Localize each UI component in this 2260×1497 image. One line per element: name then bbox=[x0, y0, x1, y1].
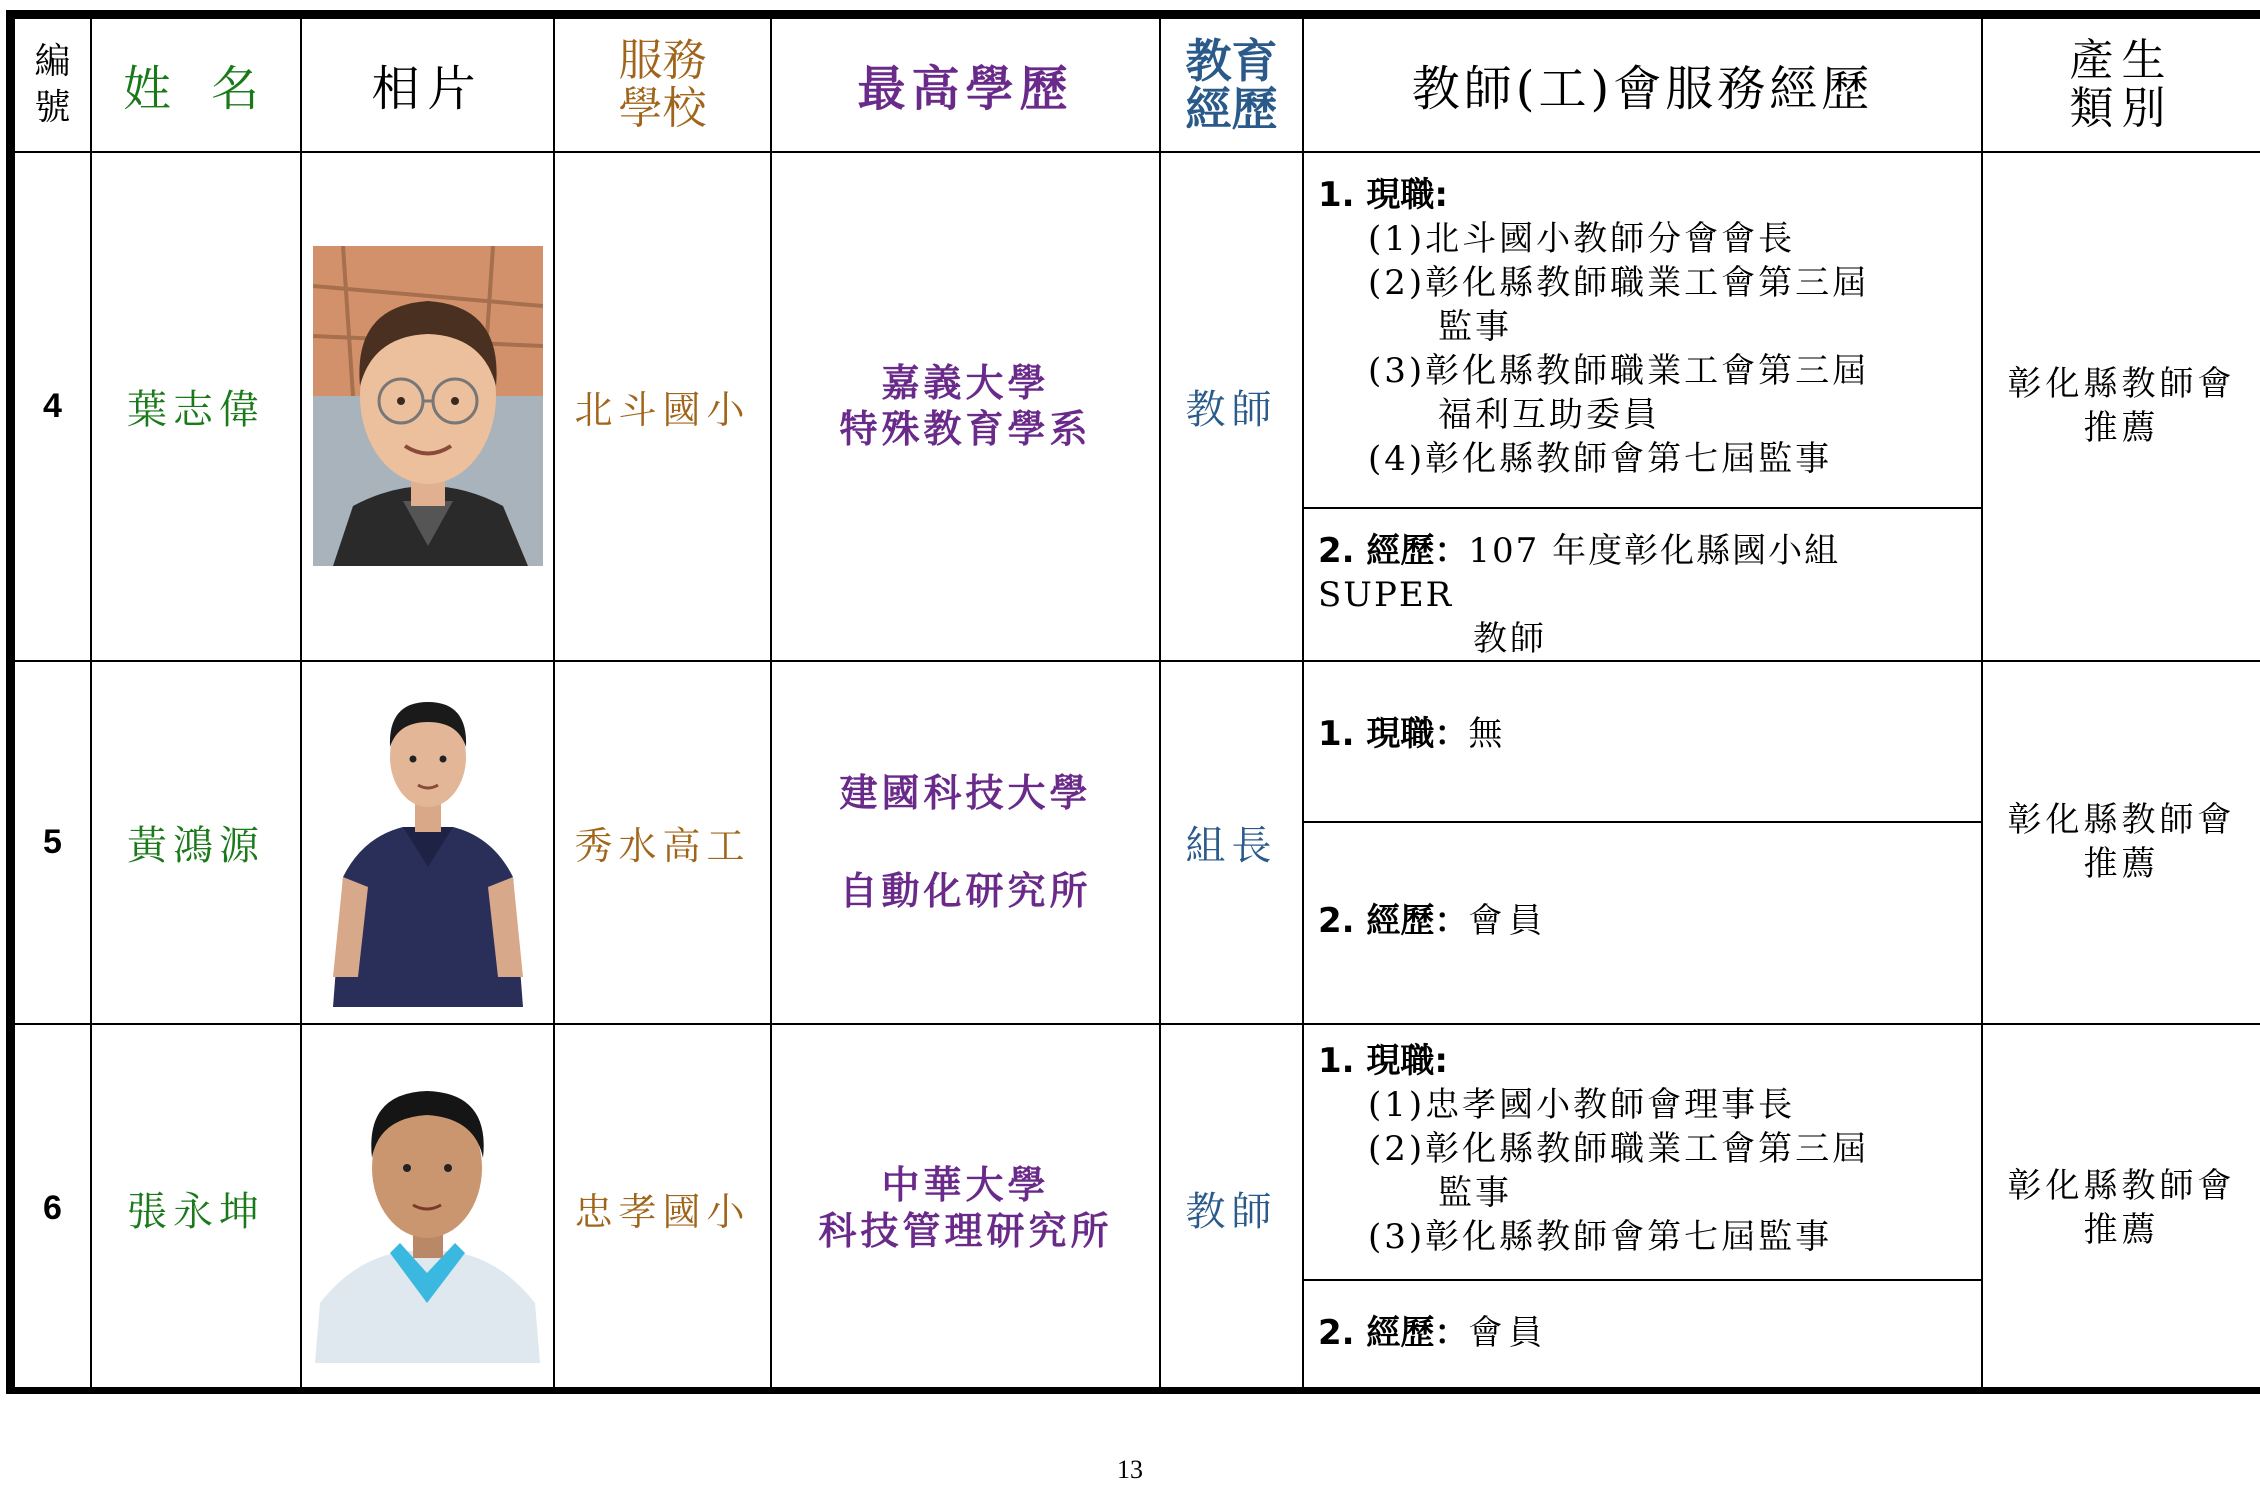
highest-degree: 嘉義大學 特殊教育學系 bbox=[771, 152, 1160, 661]
edu-experience: 教師 bbox=[1160, 152, 1303, 661]
history-block: 2. 經歷：會員 bbox=[1304, 1279, 1981, 1390]
photo-cell bbox=[301, 152, 554, 661]
header-school: 服務 學校 bbox=[554, 18, 771, 152]
highest-degree: 中華大學 科技管理研究所 bbox=[771, 1024, 1160, 1393]
history-block: 2. 經歷：會員 bbox=[1304, 821, 1981, 1021]
selection-type: 彰化縣教師會 推薦 bbox=[1982, 152, 2260, 661]
table-row bbox=[14, 152, 2260, 661]
service-school: 忠孝國小 bbox=[554, 1024, 771, 1393]
header-edu-experience: 教育 經歷 bbox=[1160, 18, 1303, 152]
union-experience bbox=[1303, 1024, 1982, 1393]
page-number: 13 bbox=[1117, 1455, 1143, 1484]
table-row bbox=[14, 661, 2260, 1024]
edu-experience: 教師 bbox=[1160, 1024, 1303, 1393]
union-experience bbox=[1303, 661, 1982, 1024]
candidate-photo bbox=[315, 1053, 540, 1363]
history-block: 2. 經歷：107 年度彰化縣國小組 SUPER 教師 bbox=[1304, 507, 1981, 657]
row-number: 6 bbox=[14, 1024, 91, 1393]
edu-experience: 組長 bbox=[1160, 661, 1303, 1024]
header-union-experience: 教師(工)會服務經歷 bbox=[1303, 18, 1982, 152]
table-row bbox=[14, 1024, 2260, 1393]
candidate-name: 張永坤 bbox=[91, 1024, 301, 1393]
row-number: 5 bbox=[14, 661, 91, 1024]
header-number: 編 號 bbox=[14, 18, 91, 152]
header-degree: 最高學歷 bbox=[771, 18, 1160, 152]
candidate-name: 葉志偉 bbox=[91, 152, 301, 661]
union-experience bbox=[1303, 152, 1982, 661]
service-school: 北斗國小 bbox=[554, 152, 771, 661]
current-position-block: 1. 現職: (1)忠孝國小教師會理事長 (2)彰化縣教師職業工會第三屆 監事 (3)彰化縣教師會第七屆監事 bbox=[1318, 1040, 1870, 1257]
candidate-photo bbox=[313, 246, 543, 566]
photo-cell bbox=[301, 661, 554, 1024]
highest-degree: 建國科技大學 自動化研究所 bbox=[771, 661, 1160, 1024]
header-photo: 相片 bbox=[301, 18, 554, 152]
photo-cell bbox=[301, 1024, 554, 1393]
selection-type: 彰化縣教師會 推薦 bbox=[1982, 1024, 2260, 1393]
candidate-photo bbox=[323, 677, 533, 1007]
selection-type: 彰化縣教師會 推薦 bbox=[1982, 661, 2260, 1024]
current-position-block: 1. 現職：無 bbox=[1318, 713, 1503, 754]
candidate-table-frame bbox=[6, 10, 2260, 1394]
row-number: 4 bbox=[14, 152, 91, 661]
header-type: 產生 類別 bbox=[1982, 18, 2260, 152]
current-position-block: 1. 現職: (1)北斗國小教師分會會長 (2)彰化縣教師職業工會第三屆 監事 (3)彰化縣教師職業工會第三屆 福利互助委員 (4)彰化縣教師會第七屆監事 bbox=[1318, 174, 1870, 479]
candidate-table bbox=[13, 17, 2260, 1394]
service-school: 秀水高工 bbox=[554, 661, 771, 1024]
header-row bbox=[14, 18, 2260, 152]
candidate-name: 黃鴻源 bbox=[91, 661, 301, 1024]
header-name: 姓名 bbox=[91, 18, 301, 152]
